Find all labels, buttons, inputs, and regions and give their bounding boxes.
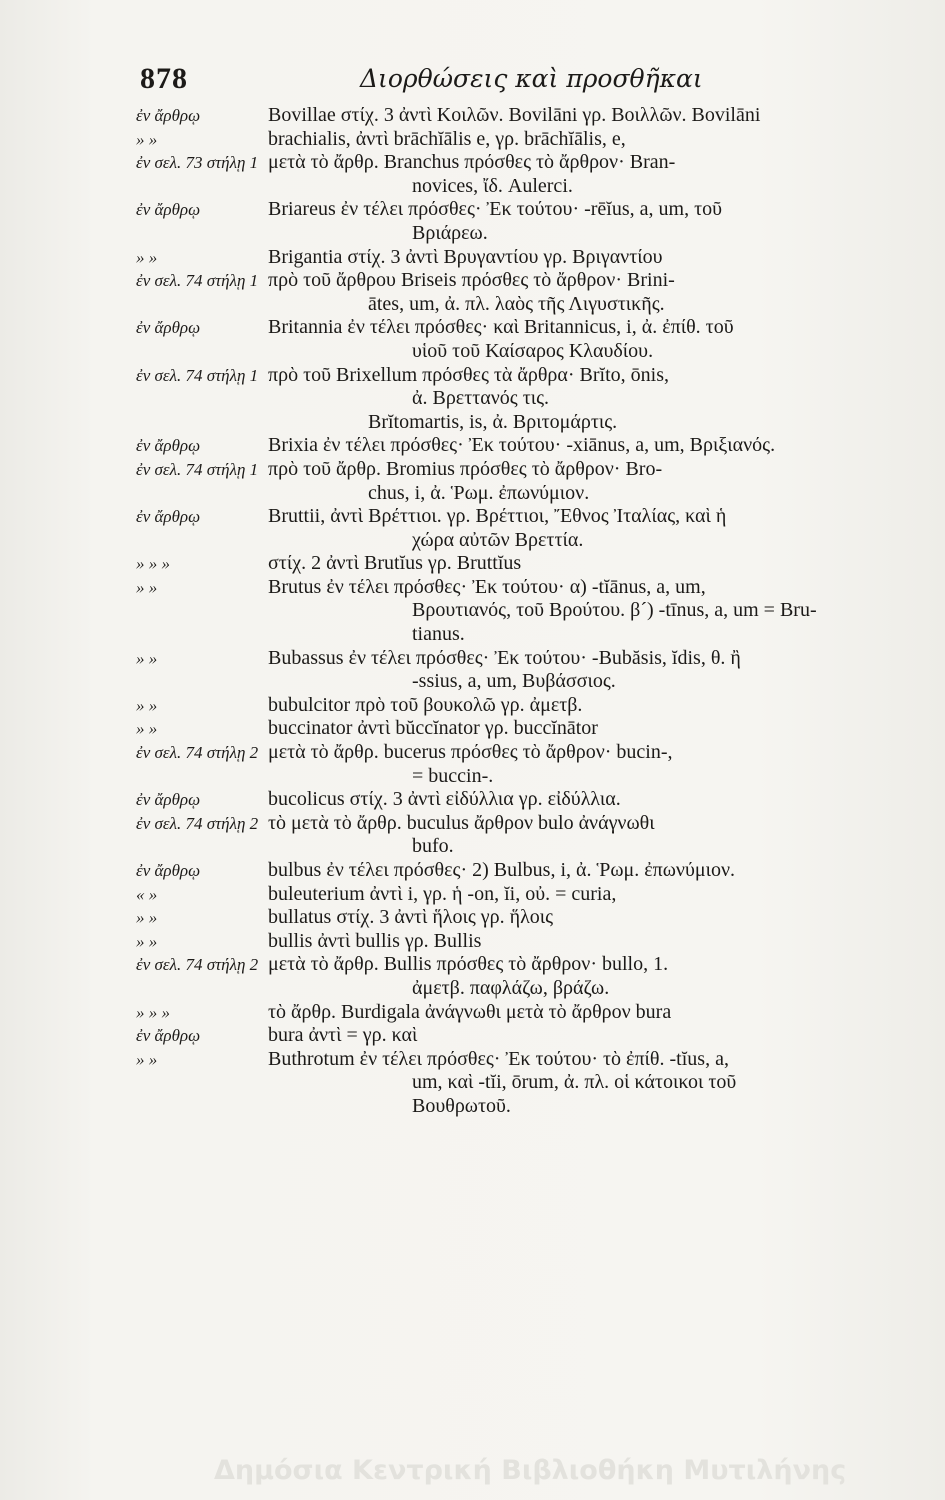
correction-line (136, 1001, 916, 1025)
correction-line (136, 1095, 916, 1119)
line-text: chus, i, ἀ. Ῥωμ. ἐπωνύμιον. (368, 481, 590, 504)
line-text: Brĭtomartis, is, ἀ. Βριτομάρτις. (368, 410, 618, 433)
correction-line (136, 222, 916, 246)
line-text: ātes, um, ἀ. πλ. λαὸς τῆς Λιγυστικῆς. (368, 292, 665, 315)
correction-line (136, 434, 916, 458)
correction-line (136, 552, 916, 576)
correction-line (136, 316, 916, 340)
correction-line (136, 883, 916, 907)
line-text: Βριάρεω. (412, 221, 488, 244)
line-text: Bubassus ἐν τέλει πρόσθες· Ἐκ τούτου· -Bubăsis, ĭdis, θ. ἢ (268, 646, 741, 669)
line-text: tianus. (412, 623, 465, 646)
line-reference: ἐν ἄρθρῳ (136, 507, 201, 527)
line-reference: ἐν ἄρθρῳ (136, 1026, 201, 1046)
correction-line (136, 269, 916, 293)
line-text: Briareus ἐν τέλει πρόσθες· Ἐκ τούτου· -rēĭus, a, um, τοῦ (268, 198, 723, 221)
line-text: ἀμετβ. παφλάζω, βράζω. (412, 976, 610, 999)
line-reference: » » » (136, 554, 170, 574)
correction-line (136, 859, 916, 883)
line-text: bufo. (412, 835, 454, 858)
line-text: Brigantia στίχ. 3 ἀντὶ Βρυγαντίου γρ. Βριγαντίου (268, 245, 663, 268)
correction-line (136, 411, 916, 435)
correction-line (136, 293, 916, 317)
line-reference: » » » (136, 1002, 170, 1022)
line-text: μετὰ τὸ ἄρθρ. bucerus πρόσθες τὸ ἄρθρον· bucin-, (268, 741, 673, 764)
line-text: ἀ. Βρεττανός τις. (412, 387, 550, 410)
line-text: buleuterium ἀντὶ i, γρ. ἡ -on, ĭi, οὐ. = curia, (268, 882, 617, 905)
correction-line (136, 364, 916, 388)
correction-line (136, 529, 916, 553)
correction-line (136, 623, 916, 647)
line-text: Britannia ἐν τέλει πρόσθες· καὶ Britannicus, i, ἀ. ἐπίθ. τοῦ (268, 316, 734, 339)
correction-line (136, 717, 916, 741)
correction-line (136, 505, 916, 529)
line-text: brachialis, ἀντὶ brāchĭālis e, γρ. brāchĭālis, e, (268, 127, 626, 150)
line-reference: ἐν ἄρθρῳ (136, 790, 201, 810)
line-text: bucolicus στίχ. 3 ἀντὶ εἰδύλλια γρ. εἰδύλλια. (268, 788, 621, 811)
line-text: bullatus στίχ. 3 ἀντὶ ἥλοις γρ. ἥλοις (268, 906, 554, 929)
correction-line (136, 151, 916, 175)
line-reference: » » (136, 908, 158, 928)
line-reference: » » (136, 648, 158, 668)
line-reference: » » (136, 1049, 158, 1069)
line-reference: ἐν ἄρθρῳ (136, 861, 201, 880)
line-reference: » » (136, 695, 158, 715)
correction-line (136, 1024, 916, 1048)
library-watermark: Δημόσια Κεντρική Βιβλιοθήκη Μυτιλήνης (214, 1455, 847, 1486)
correction-line (136, 246, 916, 270)
line-text: bubulcitor πρὸ τοῦ βουκολῶ γρ. ἀμετβ. (268, 693, 583, 716)
line-text: Βρουτιανός, τοῦ Βρούτου. β´) -tīnus, a, um = Bru- (412, 599, 817, 622)
correction-line (136, 694, 916, 718)
corrections-list (136, 104, 916, 1119)
line-text: bulbus ἐν τέλει πρόσθες· 2) Bulbus, i, ἀ. Ῥωμ. ἐπωνύμιον. (268, 859, 735, 881)
line-text: Brixia ἐν τέλει πρόσθες· Ἐκ τούτου· -xiānus, a, um, Βριξιανός. (268, 434, 776, 457)
line-text: στίχ. 2 ἀντὶ Brutĭus γρ. Bruttĭus (268, 552, 522, 575)
line-reference: ἐν ἄρθρῳ (136, 106, 201, 125)
line-text: Bovillae στίχ. 3 ἀντὶ Κοιλῶν. Bovilāni γρ. Βοιλλῶν. Bovilāni (268, 104, 761, 126)
line-text: πρὸ τοῦ Brixellum πρόσθες τὰ ἄρθρα· Brĭto, ōnis, (268, 363, 670, 386)
line-reference: ἐν σελ. 74 στήλῃ 1 (136, 459, 259, 479)
correction-line (136, 482, 916, 506)
correction-line (136, 599, 916, 623)
line-reference: ἐν ἄρθρῳ (136, 436, 201, 456)
correction-line (136, 930, 916, 954)
correction-line (136, 953, 916, 977)
correction-line (136, 1048, 916, 1072)
line-text: Buthrotum ἐν τέλει πρόσθες· Ἐκ τούτου· τὸ ἐπίθ. -tĭus, a, (268, 1047, 729, 1070)
line-text: um, καὶ -tĭi, ōrum, ἀ. πλ. οἱ κάτοικοι τοῦ (412, 1071, 737, 1094)
correction-line (136, 104, 916, 128)
line-text: χώρα αὐτῶν Βρεττία. (412, 528, 584, 551)
line-text: μετὰ τὸ ἄρθρ. Bullis πρόσθες τὸ ἄρθρον· bullo, 1. (268, 953, 669, 976)
correction-line (136, 576, 916, 600)
correction-line (136, 765, 916, 789)
line-text: πρὸ τοῦ ἄρθρ. Bromius πρόσθες τὸ ἄρθρον· Bro- (268, 457, 663, 480)
line-reference: » » (136, 719, 158, 739)
line-text: -ssius, a, um, Βυβάσσιος. (412, 670, 616, 693)
correction-line (136, 977, 916, 1001)
correction-line (136, 1071, 916, 1095)
correction-line (136, 812, 916, 836)
line-text: bullis ἀντὶ bullis γρ. Bullis (268, 929, 482, 952)
page-header (140, 62, 910, 106)
correction-line (136, 647, 916, 671)
line-reference: » » (136, 129, 158, 149)
line-reference: » » (136, 247, 158, 267)
correction-line (136, 198, 916, 222)
correction-line (136, 387, 916, 411)
line-text: Βουθρωτοῦ. (412, 1094, 511, 1117)
correction-line (136, 835, 916, 859)
correction-line (136, 458, 916, 482)
running-title: Διορθώσεις καὶ προσθῆκαι (360, 64, 703, 93)
correction-line (136, 741, 916, 765)
line-reference: » » (136, 931, 158, 951)
correction-line (136, 788, 916, 812)
line-text: Brutus ἐν τέλει πρόσθες· Ἐκ τούτου· α) -tĭānus, a, um, (268, 575, 706, 598)
line-text: τὸ μετὰ τὸ ἄρθρ. buculus ἄρθρον bulo ἀνάγνωθι (268, 811, 655, 834)
line-text: πρὸ τοῦ ἄρθρου Briseis πρόσθες τὸ ἄρθρον· Brini- (268, 269, 675, 292)
line-text: Bruttii, ἀντὶ Βρέττιοι. γρ. Βρέττιοι, Ἔθνος Ἰταλίας, καὶ ἡ (268, 505, 727, 528)
correction-line (136, 906, 916, 930)
line-text: bura ἀντὶ = γρ. καὶ (268, 1024, 418, 1047)
line-text: = buccin-. (412, 764, 494, 787)
line-reference: ἐν σελ. 73 στήλῃ 1 (136, 153, 259, 173)
line-text: novices, ἴδ. Aulerci. (412, 174, 573, 197)
line-reference: ἐν σελ. 74 στήλῃ 2 (136, 955, 259, 975)
line-text: μετὰ τὸ ἄρθρ. Branchus πρόσθες τὸ ἄρθρον· Bran- (268, 151, 676, 174)
page-number: 878 (140, 62, 188, 95)
line-reference: ἐν ἄρθρῳ (136, 318, 201, 338)
line-reference: ἐν σελ. 74 στήλῃ 2 (136, 743, 259, 763)
correction-line (136, 670, 916, 694)
line-reference: » » (136, 577, 158, 597)
correction-line (136, 340, 916, 364)
line-reference: ἐν σελ. 74 στήλῃ 2 (136, 813, 259, 833)
line-reference: ἐν σελ. 74 στήλῃ 1 (136, 271, 259, 291)
correction-line (136, 175, 916, 199)
line-reference: ἐν ἄρθρῳ (136, 200, 201, 220)
line-text: τὸ ἄρθρ. Burdigala ἀνάγνωθι μετὰ τὸ ἄρθρον bura (268, 1000, 672, 1023)
line-reference: « » (136, 884, 158, 904)
correction-line (136, 128, 916, 152)
line-text: buccinator ἀντὶ bŭccĭnator γρ. buccĭnātor (268, 717, 598, 740)
line-text: υἱοῦ τοῦ Καίσαρος Κλαυδίου. (412, 339, 654, 362)
line-reference: ἐν σελ. 74 στήλῃ 1 (136, 365, 259, 385)
